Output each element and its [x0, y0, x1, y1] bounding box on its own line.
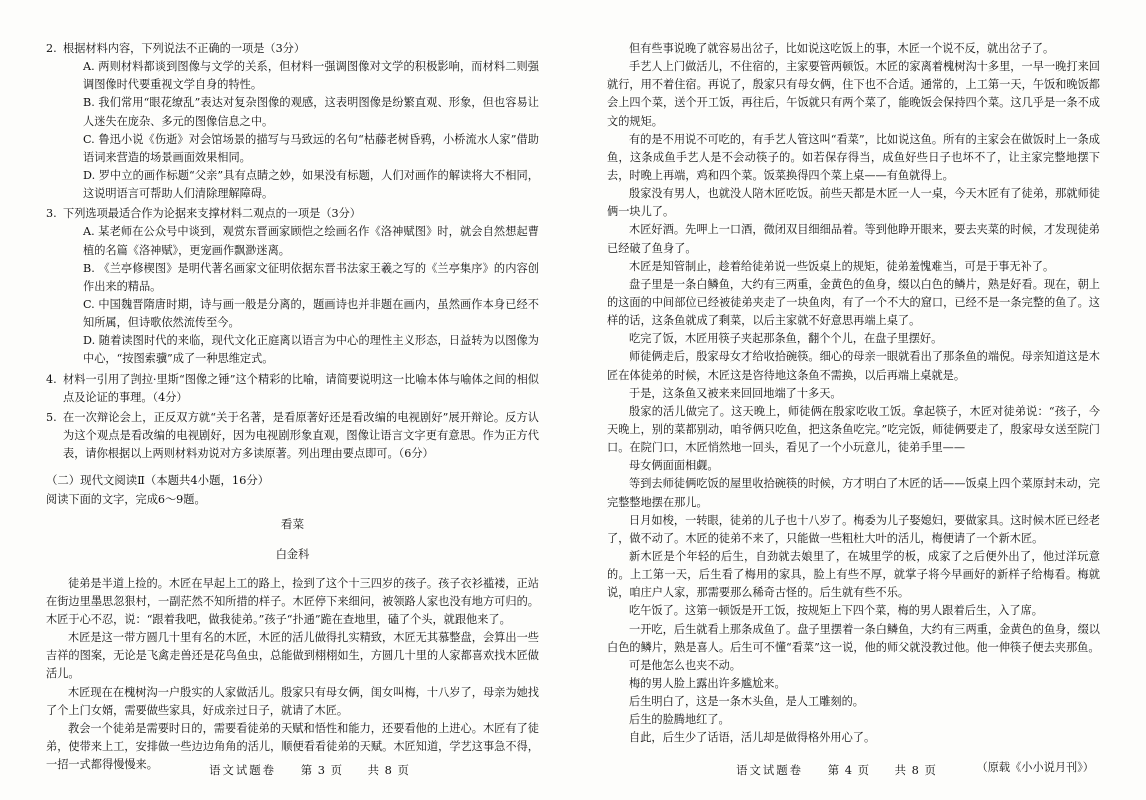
option-c: C. 鲁迅小说《伤逝》对会馆场景的描写与马致远的名句“枯藤老树昏鸦，小桥流水人家”借助语词来营造的场景画面效果相同。 — [83, 132, 539, 164]
paragraph: 后生明白了，这是一条木头鱼，是人工雕刻的。 — [629, 695, 864, 709]
question-number: 4. — [46, 372, 57, 386]
option-d: D. 罗中立的画作标题“父亲”具有点睛之妙，如果没有标题，人们对画作的解读将大不相同，这说明语言可帮助人们清除理解障碍。 — [83, 168, 539, 201]
paragraph: 木匠现在在槐树沟一户殷实的人家做活儿。殷家只有母女俩，闺女叫梅，十八岁了，母亲为她找了个上门女婿，需要做些家具，好成亲过日子，就请了木匠。 — [46, 685, 539, 717]
paragraph: 教会一个徒弟是需要时日的，需要看徒弟的天赋和悟性和能力，还要看他的上进心。木匠有了徒弟，使带来上工，安排做一些边边角角的活儿，顺便看看徒弟的天赋。木匠知道，学艺这事急不得，一招一式都得慢慢来。 — [46, 721, 539, 772]
footer-label: 语文试题卷 — [209, 763, 277, 777]
paragraph: 殷家的活儿做完了。这天晚上，师徒俩在殷家吃收工饭。拿起筷子，木匠对徒弟说：“孩子，今天晚上，别的菜都别动，咱爷俩只吃鱼，把这条鱼吃完。”吃完饭，师徒俩要走了，殷家母女送至院门口。在院门口，木匠悄然地一回头，看见了一个小玩意儿，徒弟手里—— — [607, 404, 1100, 455]
paragraph: 母女俩面面相觑。 — [629, 459, 719, 473]
option-b: B. 《兰亭修楔图》是明代著名画家文征明依据东晋书法家王羲之写的《兰亭集序》的内容创作出来的精品。 — [83, 261, 539, 293]
paragraph: 但有些事说晚了就容易出岔子，比如说这吃饭上的事，木匠一个说不反，就出岔子了。 — [629, 42, 1055, 55]
paragraph: 徒弟是半道上捡的。木匠在早起上工的路上，捡到了这个十三四岁的孩子。孩子衣衫褴褛，正站在街边里墨思忽狠村，一副茫然不知所措的样子。木匠停下来细问，被领路人家也没有地方可归的。木匠于心不忍，说：“跟着我吧，做我徒弟。”孩子“扑通”跪在查地里，磕了个头，就跟他来了。 — [46, 576, 539, 627]
section-heading: （二）现代文阅读Ⅱ（本题共4小题，16分） — [46, 473, 270, 488]
paragraph: 木匠好酒。先呷上一口酒，微闭双目细细品着。等到他睁开眼来，要去夹菜的时候，才发现徒弟已经破了鱼身了。 — [607, 223, 1100, 255]
paragraph: 盘子里是一条白鳞鱼，大约有三两重，金黄色的鱼身，缀以白色的鳞片，熟是好看。现在，朝上的这面的中间部位已经被徒弟夹走了一块鱼肉，有了一个不大的窟口，已经不是一条完整的鱼了。这样的话，这条鱼就成了剩菜，以后主家就不好意思再端上桌了。 — [607, 277, 1100, 328]
right-column — [573, 40, 1100, 800]
paragraph: 殷家没有男人，也就没人陪木匠吃饭。前些天都是木匠一人一桌，今天木匠有了徒弟，那就师徒俩一块儿了。 — [607, 187, 1100, 219]
footer-left — [46, 762, 573, 778]
paragraph: 等到去师徒俩吃饭的屋里收拾碗筷的时候，方才明白了木匠的话——饭桌上四个菜原封未动，完完整整地摆在那儿。 — [607, 477, 1100, 509]
paragraph: 梅的男人脸上露出许多尴尬来。 — [629, 676, 786, 690]
question-stem: 在一次辩论会上，正反双方就“关于名著，是看原著好还是看改编的电视剧好”展开辩论。反方认为这个观点是看改编的电视剧好，因为电视剧形象直观，图像让语言文字更有意思。作为正方代表，请你根据以上两则材料劝说对方多读原著。列出理由要点即可。（6分） — [63, 410, 539, 461]
paragraph: 木匠是知管制止，趁着给徒弟说一些饭桌上的规矩，徒弟羞愧难当，可是于事无补了。 — [629, 259, 1055, 273]
question-stem: 下列选项最适合作为论据来支撑材料二观点的一项是（3分） — [63, 207, 361, 221]
article-author: 白金科 — [275, 547, 310, 561]
question-4 — [46, 371, 539, 407]
paragraph: 日月如梭，一转眼，徒弟的儿子也十八岁了。梅委为儿子娶媳妇，要做家具。这时候木匠已经老了，做不动了。木匠的徒弟不来了，只能做一些粗杜大叶的活儿，梅便请了一个新木匠。 — [607, 513, 1100, 545]
footer-label: 语文试题卷 — [736, 763, 804, 777]
question-stem: 材料一引用了剀拉·里斯“图像之锤”这个精彩的比喻，请简要说明这一比喻本体与喻体之间的相似点及论证的事理。（4分） — [63, 372, 539, 404]
left-column — [46, 40, 573, 800]
article-title: 看菜 — [280, 516, 305, 531]
option-a: A. 某老师在公众号中谈到，观赏东晋画家顾恺之绘画名作《洛神赋图》时，就会自然想起曹植的名篇《洛神赋》，更宠画作飘渺迷离。 — [83, 225, 539, 257]
question-number: 2. — [46, 42, 57, 55]
footer-page: 第 4 页 — [827, 763, 870, 777]
section-lead: 阅读下面的文字，完成6～9题。 — [46, 492, 206, 506]
paragraph: 后生的脸腾地红了。 — [629, 713, 730, 727]
article-body-right — [607, 40, 1100, 747]
article-body-left — [46, 575, 539, 775]
paragraph: 吃午饭了。这第一顿饭是开工饭，按规矩上下四个菜，梅的男人跟着后生，入了席。 — [629, 604, 1043, 618]
paragraph: 新木匠是个年轻的后生，自劲就去娘里了，在城里学的板，成家了之后便外出了，他过洋玩意的。上工第一天，后生看了梅用的家具，脸上有些不厚，就掌子将今早画好的新样子给梅看。梅就说，咱庄户人家，那需要那么稀奇古怪的。后生就有些不乐。 — [607, 549, 1100, 600]
paragraph: 吃完了饭，木匠用筷子夹起那条鱼，翻个个儿，在盘子里摆好。 — [629, 332, 943, 346]
paragraph: 手艺人上门做活儿，不住宿的，主家要管两顿饭。木匠的家离着槐树沟十多里，一早一晚打来回就行，用不着住宿。再说了，殷家只有母女俩，住下也不合适。通常的，上工第一天，午饭和晚饭都会上四个菜，送个开工饭，再往后，午饭就只有两个菜了，能晚饭会保持四个菜。这几乎是一条不成文的规矩。 — [607, 60, 1100, 128]
footer-page: 第 3 页 — [300, 763, 343, 777]
paragraph: 自此，后生少了话语，活儿却是做得格外用心了。 — [629, 731, 876, 745]
paragraph: 师徒俩走后，殷家母女才给收拾碗筷。细心的母亲一眼就看出了那条鱼的端倪。母亲知道这是木匠在体徒弟的时候，木匠这是咨待地这条鱼不需换，以后再端上桌就是。 — [607, 350, 1100, 382]
question-number: 3. — [46, 207, 57, 221]
paragraph: 一开吃，后生就看上那条成鱼了。盘子里摆着一条白鳞鱼，大约有三两重，金黄色的鱼身，缀以白色的鳞片，熟是喜人。后生可不懂“看菜”这一说，他的师父就没教过他。他一伸筷子便去夹那鱼。 — [607, 622, 1100, 654]
option-a: A. 两则材料都谈到图像与文学的关系，但材料一强调图像对文学的积极影响，而材料二则强调图像时代要重视文学自身的特性。 — [83, 60, 539, 92]
paragraph: 于是，这条鱼又被来来回回地端了十多天。 — [629, 386, 842, 400]
option-c: C. 中国魏晋隋唐时期，诗与画一般是分离的，题画诗也并非题在画内，虽然画作本身已经不知所属，但诗歌依然流传至今。 — [83, 297, 539, 330]
footer-right — [573, 762, 1100, 778]
paragraph: 有的是不用说不可吃的，有手艺人管这叫“看菜”，比如说这鱼。所有的主家会在做饭时上一条成鱼，这条成鱼手艺人是不会动筷子的。如若保存得当，成鱼好些日子也坏不了，让主家完整地摆下去，时晚上再端，鸡和四个菜。饭菜换得四个菜上桌——有鱼就得上。 — [607, 132, 1100, 182]
question-2 — [46, 40, 539, 203]
footer-total: 共 8 页 — [367, 763, 410, 777]
option-d: D. 随着读图时代的来临，现代文化正庭离以语言为中心的理性主义形态，日益转为以图像为中心，“按图索骥”成了一种思维定式。 — [83, 334, 539, 366]
question-stem: 根据材料内容，下列说法不正确的一项是（3分） — [63, 42, 306, 55]
article-source: （原载《小小说月刊》） — [976, 761, 1094, 775]
question-3 — [46, 205, 539, 368]
question-number: 5. — [46, 410, 57, 424]
question-5 — [46, 409, 539, 463]
paragraph: 可是他怎么也夹不动。 — [629, 658, 741, 672]
footer-total: 共 8 页 — [894, 763, 937, 777]
paragraph: 木匠是这一带方圆几十里有名的木匠，木匠的活儿做得扎实精致，木匠无其慕整盘，会算出一些吉祥的图案，无论是飞禽走兽还是花鸟鱼虫，总能做到栩栩如生，方圆几十里的人家都喜欢找木匠做活儿。 — [46, 631, 539, 681]
option-b: B. 我们常用“眼花缭乱”表达对复杂图像的观感，这表明图像是纷繁直观、形象，但也容易让人迷失在庞杂、多元的图像信息之中。 — [83, 96, 539, 128]
